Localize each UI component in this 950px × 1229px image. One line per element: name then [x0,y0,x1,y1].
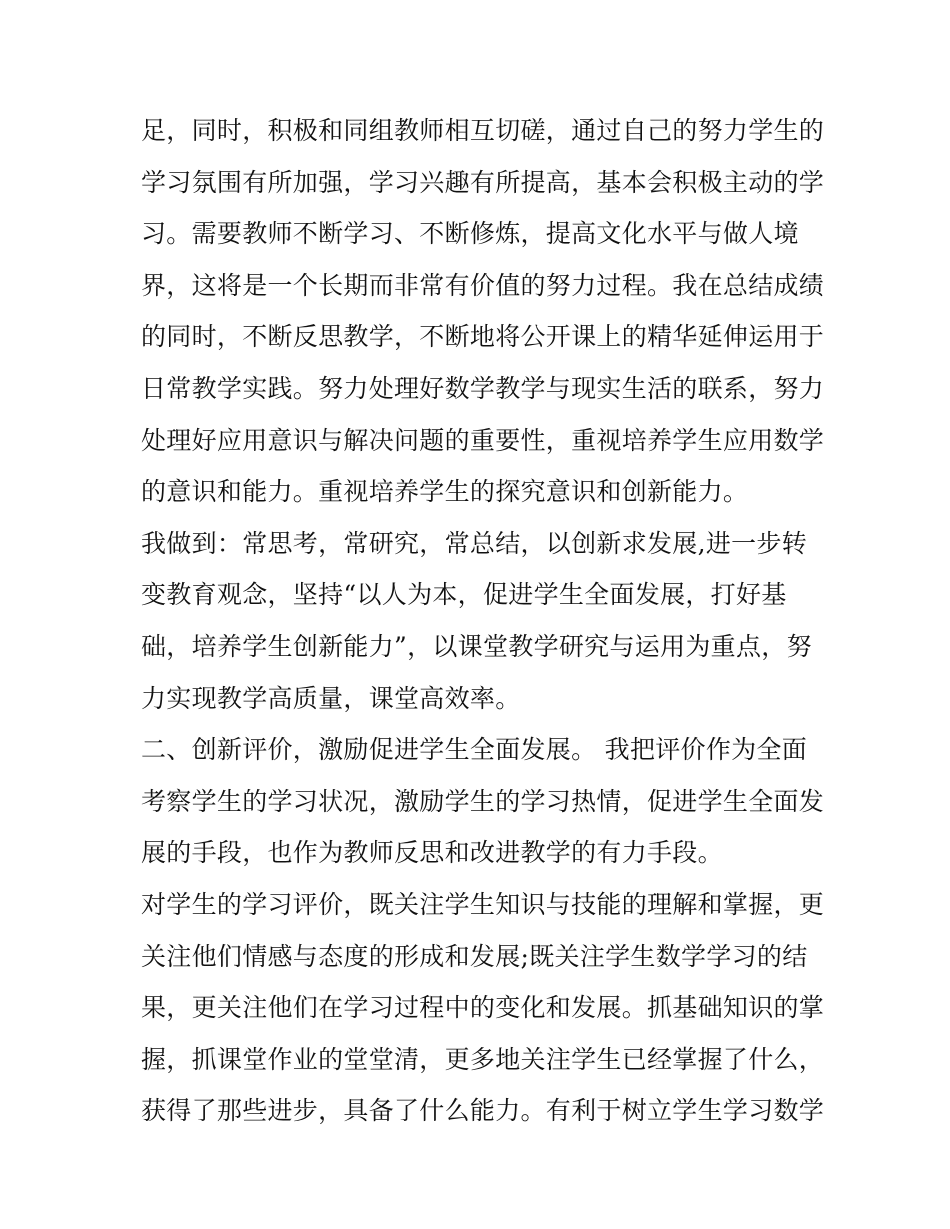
text-line-6: 日常教学实践。努力处理好数学教学与现实生活的联系，努力 [141,373,825,403]
text-line-18: 果，更关注他们在学习过程中的变化和发展。抓基础知识的掌 [141,993,825,1023]
document-body-text [141,105,825,1137]
text-line-10: 变教育观念，坚持“以人为本，促进学生全面发展，打好基 [141,580,787,610]
text-line-8: 的意识和能力。重视培养学生的探究意识和创新能力。 [141,477,749,507]
text-line-2: 学习氛围有所加强，学习兴趣有所提高，基本会积极主动的学 [141,167,825,197]
text-line-17: 关注他们情感与态度的形成和发展;既关注学生数学学习的结 [141,941,808,971]
text-line-14: 考察学生的学习状况，激励学生的学习热情，促进学生全面发 [141,786,825,816]
text-line-13: 二、创新评价，激励促进学生全面发展。 我把评价作为全面 [141,735,808,765]
text-line-3: 习。需要教师不断学习、不断修炼，提高文化水平与做人境 [141,219,799,249]
text-line-7: 处理好应用意识与解决问题的重要性，重视培养学生应用数学 [141,425,825,455]
text-line-11: 础，培养学生创新能力”，以课堂教学研究与运用为重点，努 [141,631,812,661]
text-line-19: 握，抓课堂作业的堂堂清，更多地关注学生已经掌握了什么， [141,1044,825,1074]
text-line-12: 力实现教学高质量，课堂高效率。 [141,683,521,713]
text-line-16: 对学生的学习评价，既关注学生知识与技能的理解和掌握，更 [141,889,825,919]
text-line-9: 我做到：常思考，常研究，常总结，以创新求发展,进一步转 [141,528,808,558]
text-line-1: 足，同时，积极和同组教师相互切磋，通过自己的努力学生的 [141,116,825,145]
text-line-5: 的同时，不断反思教学，不断地将公开课上的精华延伸运用于 [141,322,825,352]
text-line-4: 界，这将是一个长期而非常有价值的努力过程。我在总结成绩 [141,270,825,300]
text-line-20: 获得了那些进步，具备了什么能力。有利于树立学生学习数学 [141,1096,825,1126]
text-line-15: 展的手段，也作为教师反思和改进教学的有力手段。 [141,838,723,868]
